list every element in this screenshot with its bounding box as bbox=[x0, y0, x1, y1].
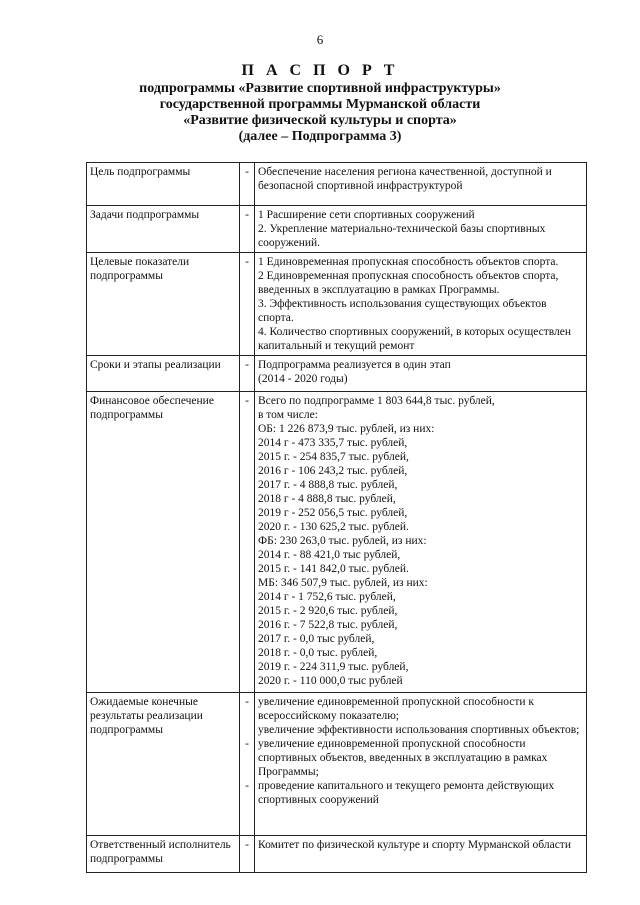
financing-line: 2017 г. - 0,0 тыс рублей, bbox=[258, 633, 375, 645]
row-dash: - bbox=[240, 253, 255, 356]
row-value bbox=[255, 693, 587, 836]
row-dash: - bbox=[240, 206, 255, 253]
value-line: 4. Количество спортивных сооружений, в которых осуществлен капитальный и текущий ремонт bbox=[258, 326, 572, 352]
table-row bbox=[87, 356, 587, 392]
passport-title-block bbox=[60, 63, 580, 145]
value-line: увеличение эффективности использования спортивных объектов; bbox=[258, 724, 580, 736]
financing-line: в том числе: bbox=[258, 409, 318, 421]
row-label: Цель подпрограммы bbox=[87, 163, 240, 206]
value-line: Подпрограмма реализуется в один этап bbox=[258, 359, 451, 371]
row-dash: - bbox=[240, 836, 255, 873]
row-label: Ожидаемые конечные результаты реализации подпрограммы bbox=[87, 693, 240, 836]
table-row bbox=[87, 693, 587, 836]
row-dash: - bbox=[240, 356, 255, 392]
page-number: 6 bbox=[316, 32, 324, 47]
financing-line: 2018 г. - 0,0 тыс. рублей, bbox=[258, 647, 378, 659]
financing-line: 2015 г. - 2 920,6 тыс. рублей, bbox=[258, 605, 398, 617]
row-value bbox=[255, 206, 587, 253]
table-row bbox=[87, 253, 587, 356]
value-line: 2. Укрепление материально-технической базы спортивных сооружений. bbox=[258, 223, 546, 249]
row-value bbox=[255, 356, 587, 392]
value-line: Обеспечение населения региона качественной, доступной и безопасной спортивной инфраструктурой bbox=[258, 166, 552, 192]
row-value bbox=[255, 163, 587, 206]
table-row bbox=[87, 206, 587, 253]
financing-line: 2017 г. - 4 888,8 тыс. рублей, bbox=[258, 479, 398, 491]
table-row bbox=[87, 836, 587, 873]
financing-line: 2020 г. - 110 000,0 тыс рублей bbox=[258, 675, 403, 687]
value-line: проведение капитального и текущего ремонта действующих спортивных сооружений bbox=[258, 780, 555, 806]
value-line: увеличение единовременной пропускной способности к всероссийскому показателю; bbox=[258, 696, 535, 722]
financing-line: ФБ: 230 263,0 тыс. рублей, из них: bbox=[258, 535, 427, 547]
row-dash: - bbox=[245, 780, 249, 792]
financing-line: 2016 г. - 7 522,8 тыс. рублей, bbox=[258, 619, 398, 631]
financing-line: 2018 г - 4 888,8 тыс. рублей, bbox=[258, 493, 396, 505]
title-line-program-name: «Развитие физической культуры и спорта» bbox=[183, 113, 457, 128]
row-label: Финансовое обеспечение подпрограммы bbox=[87, 392, 240, 693]
financing-line: 2019 г. - 224 311,9 тыс. рублей, bbox=[258, 661, 409, 673]
financing-line: 2015 г. - 141 842,0 тыс. рублей. bbox=[258, 563, 409, 575]
row-value bbox=[255, 836, 587, 873]
title-line-subprogram: подпрограммы «Развитие спортивной инфраструктуры» bbox=[139, 81, 501, 96]
value-line: (2014 - 2020 годы) bbox=[258, 373, 348, 385]
row-dash: - bbox=[240, 163, 255, 206]
row-label: Целевые показатели подпрограммы bbox=[87, 253, 240, 356]
financing-line: Всего по подпрограмме 1 803 644,8 тыс. рублей, bbox=[258, 395, 495, 407]
row-dash: - bbox=[240, 392, 255, 693]
financing-line: 2016 г - 106 243,2 тыс. рублей, bbox=[258, 465, 408, 477]
row-value bbox=[255, 253, 587, 356]
value-line: 1 Единовременная пропускная способность объектов спорта. bbox=[258, 256, 559, 268]
value-line: 2 Единовременная пропускная способность объектов спорта, введенных в эксплуатацию в рамках Программы. bbox=[258, 270, 559, 296]
table-row bbox=[87, 392, 587, 693]
financing-line: 2019 г - 252 056,5 тыс. рублей, bbox=[258, 507, 408, 519]
financing-line: 2020 г. - 130 625,2 тыс. рублей. bbox=[258, 521, 409, 533]
financing-line: ОБ: 1 226 873,9 тыс. рублей, из них: bbox=[258, 423, 435, 435]
value-line: Комитет по физической культуре и спорту Мурманской области bbox=[258, 839, 571, 851]
row-value bbox=[255, 392, 587, 693]
row-dashes bbox=[240, 693, 255, 836]
row-label: Задачи подпрограммы bbox=[87, 206, 240, 253]
table-row bbox=[87, 163, 587, 206]
financing-line: 2014 г - 473 335,7 тыс. рублей, bbox=[258, 437, 408, 449]
row-label: Сроки и этапы реализации bbox=[87, 356, 240, 392]
row-dash: - bbox=[245, 738, 249, 750]
value-line: 1 Расширение сети спортивных сооружений bbox=[258, 209, 475, 221]
financing-line: 2015 г. - 254 835,7 тыс. рублей, bbox=[258, 451, 409, 463]
passport-table bbox=[86, 162, 587, 873]
passport-title: П А С П О Р Т bbox=[241, 62, 399, 79]
title-line-abbreviation: (далее – Подпрограмма 3) bbox=[238, 129, 402, 144]
title-line-program: государственной программы Мурманской области bbox=[159, 97, 481, 112]
row-dash: - bbox=[245, 696, 249, 708]
value-line: увеличение единовременной пропускной способности спортивных объектов, введенных в эксплуатацию в рамках Программы; bbox=[258, 738, 548, 778]
financing-line: МБ: 346 507,9 тыс. рублей, из них: bbox=[258, 577, 428, 589]
financing-line: 2014 г. - 88 421,0 тыс рублей, bbox=[258, 549, 401, 561]
value-line: 3. Эффективность использования существующих объектов спорта. bbox=[258, 298, 547, 324]
financing-line: 2014 г - 1 752,6 тыс. рублей, bbox=[258, 591, 396, 603]
row-label: Ответственный исполнитель подпрограммы bbox=[87, 836, 240, 873]
